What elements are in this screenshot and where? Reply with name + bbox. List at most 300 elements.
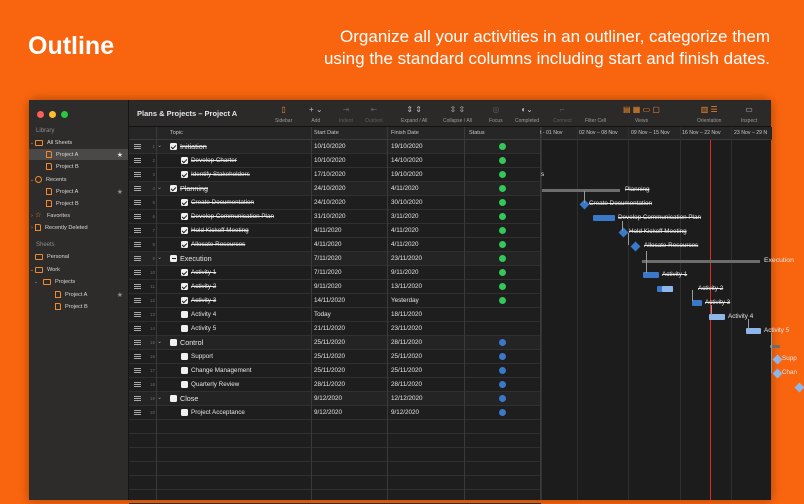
finish-date-cell[interactable]: 12/12/2020 xyxy=(391,395,423,402)
completion-checkbox[interactable] xyxy=(181,269,188,276)
collapse-icon: ⇳ ⇳ xyxy=(449,105,466,114)
finish-date-cell[interactable]: 23/11/2020 xyxy=(391,255,423,262)
row-number: 1 xyxy=(152,144,155,149)
plus-icon: + ⌄ xyxy=(309,105,323,114)
toolbar-label: Collapse / All xyxy=(443,118,472,124)
gantt-label: Develop Communication Plan xyxy=(618,214,701,221)
column-divider xyxy=(156,127,157,500)
start-date-cell[interactable]: 4/11/2020 xyxy=(314,227,342,234)
start-date-cell[interactable]: 14/11/2020 xyxy=(314,297,346,304)
outdent-icon: ⇤ xyxy=(370,105,378,114)
gantt-gridline xyxy=(628,127,629,500)
sidebar-item-label: Favorites xyxy=(47,212,71,219)
toolbar xyxy=(129,100,771,127)
sidebar xyxy=(29,100,129,500)
row-handle-icon[interactable] xyxy=(134,382,141,387)
sidebar-item-label: Work xyxy=(47,266,60,273)
folder-icon xyxy=(43,279,51,285)
toolbar-label: Expand / All xyxy=(401,118,428,124)
row-number: 17 xyxy=(149,368,155,373)
table-row[interactable] xyxy=(129,280,541,294)
inspector-icon: ▭ xyxy=(745,105,753,114)
orientation-icon: ▥ ☰ xyxy=(700,105,718,114)
inspect-button[interactable] xyxy=(741,105,757,124)
status-dot[interactable] xyxy=(499,409,506,416)
status-dot[interactable] xyxy=(499,143,506,150)
topic-cell[interactable]: Identify Stakeholders xyxy=(191,171,250,178)
toolbar-label: Indent xyxy=(339,118,353,124)
chevron-right-icon[interactable]: › xyxy=(31,224,33,231)
link-icon: ⌐ xyxy=(559,105,565,114)
stack-icon xyxy=(35,140,43,146)
gantt-label: Supp xyxy=(782,355,797,362)
row-number: 14 xyxy=(149,326,155,331)
gantt-milestone[interactable] xyxy=(619,228,629,238)
finish-date-cell[interactable]: 9/11/2020 xyxy=(391,269,419,276)
sidebar-item-work-project-b[interactable] xyxy=(29,301,128,312)
empty-row xyxy=(129,490,541,504)
completion-checkbox[interactable] xyxy=(181,157,188,164)
finish-date-cell[interactable]: 3/11/2020 xyxy=(391,213,419,220)
topic-cell[interactable]: Planning xyxy=(180,184,208,193)
status-dot[interactable] xyxy=(499,227,506,234)
row-number: 5 xyxy=(152,200,155,205)
gantt-label: Activity 3 xyxy=(705,299,731,306)
finish-date-cell[interactable]: 18/11/2020 xyxy=(391,311,423,318)
row-number: 2 xyxy=(152,158,155,163)
topic-cell[interactable]: Control xyxy=(180,338,204,347)
row-handle-icon[interactable] xyxy=(134,340,141,345)
gantt-milestone[interactable] xyxy=(631,242,641,252)
column-header-status[interactable]: Status xyxy=(469,130,485,136)
status-dot[interactable] xyxy=(499,381,506,388)
status-dot[interactable] xyxy=(499,353,506,360)
table-row[interactable] xyxy=(129,350,541,364)
start-date-cell[interactable]: 25/11/2020 xyxy=(314,339,346,346)
hero-title: Outline xyxy=(28,32,115,60)
finish-date-cell[interactable]: 25/11/2020 xyxy=(391,367,423,374)
topic-cell[interactable]: Support xyxy=(191,353,214,360)
start-date-cell[interactable]: Today xyxy=(314,311,331,318)
completion-checkbox[interactable] xyxy=(181,199,188,206)
gantt-summary-bar[interactable] xyxy=(642,260,760,263)
start-date-cell[interactable]: 31/10/2020 xyxy=(314,213,346,220)
completion-checkbox[interactable] xyxy=(181,409,188,416)
chevron-down-icon[interactable]: ⌄ xyxy=(157,395,163,401)
sidebar-item-work-project-a[interactable] xyxy=(29,289,128,300)
row-number: 18 xyxy=(149,382,155,387)
row-number: 15 xyxy=(149,340,155,345)
outline-table xyxy=(129,127,541,500)
expand-all-button[interactable] xyxy=(401,105,427,124)
table-row[interactable] xyxy=(129,322,541,336)
start-date-cell[interactable]: 24/10/2020 xyxy=(314,185,346,192)
finish-date-cell[interactable]: 19/10/2020 xyxy=(391,171,423,178)
toolbar-label: Inspect xyxy=(741,118,758,124)
row-handle-icon[interactable] xyxy=(134,228,141,233)
star-icon: ☆ xyxy=(35,212,42,219)
chevron-down-icon[interactable]: ⌄ xyxy=(33,278,39,285)
clock-icon xyxy=(35,176,42,183)
table-row[interactable] xyxy=(129,154,541,168)
gantt-bar[interactable] xyxy=(692,300,702,306)
document-icon xyxy=(55,303,61,310)
gantt-label: s xyxy=(541,171,545,178)
views-button[interactable] xyxy=(623,105,660,124)
folder-icon xyxy=(35,254,43,260)
table-row[interactable] xyxy=(129,140,541,154)
chevron-down-icon[interactable]: ⌄ xyxy=(157,339,163,345)
column-header-start[interactable]: Start Date xyxy=(314,130,339,136)
start-date-cell[interactable]: 9/11/2020 xyxy=(314,283,342,290)
completed-toggle[interactable] xyxy=(515,105,539,124)
start-date-cell[interactable]: 25/11/2020 xyxy=(314,367,346,374)
completion-checkbox[interactable] xyxy=(170,395,177,402)
row-number: 3 xyxy=(152,172,155,177)
sidebar-item-favorites[interactable] xyxy=(29,210,128,221)
row-handle-icon[interactable] xyxy=(134,354,141,359)
filter-icon xyxy=(594,105,596,115)
toolbar-label: Connect xyxy=(553,118,572,124)
completion-checkbox[interactable] xyxy=(181,227,188,234)
gantt-gridline xyxy=(577,127,578,500)
finish-date-cell[interactable]: 4/11/2020 xyxy=(391,185,419,192)
topic-cell[interactable]: Activity 2 xyxy=(191,283,217,290)
gantt-chart xyxy=(540,127,798,500)
completion-checkbox[interactable] xyxy=(170,255,177,262)
row-handle-icon[interactable] xyxy=(134,396,141,401)
status-dot[interactable] xyxy=(499,255,506,262)
gantt-bar[interactable] xyxy=(593,215,615,221)
gantt-milestone[interactable] xyxy=(773,355,783,365)
row-number: 6 xyxy=(152,214,155,219)
completion-checkbox[interactable] xyxy=(181,311,188,318)
start-date-cell[interactable]: 25/11/2020 xyxy=(314,353,346,360)
sidebar-item-personal[interactable] xyxy=(29,251,128,262)
sidebar-item-label: Project A xyxy=(65,291,88,298)
gantt-week-label: 23 Nov – 29 N xyxy=(734,130,768,136)
table-row[interactable] xyxy=(129,406,541,420)
start-date-cell[interactable]: 7/11/2020 xyxy=(314,269,342,276)
connect-button[interactable] xyxy=(553,105,572,124)
sidebar-item-label: Recents xyxy=(46,176,67,183)
minimize-window-button[interactable] xyxy=(49,111,56,118)
trash-icon xyxy=(35,224,41,231)
row-number: 10 xyxy=(149,270,155,275)
start-date-cell[interactable]: 10/10/2020 xyxy=(314,143,346,150)
star-icon[interactable]: ★ xyxy=(116,188,123,196)
toolbar-label: Outdent xyxy=(365,118,383,124)
start-date-cell[interactable]: 9/12/2020 xyxy=(314,395,343,402)
finish-date-cell[interactable]: 9/12/2020 xyxy=(391,409,420,416)
sidebar-item-label: Project B xyxy=(56,200,79,207)
toolbar-label: Orientation xyxy=(697,118,722,124)
table-row[interactable] xyxy=(129,210,541,224)
row-number: 11 xyxy=(150,284,155,289)
sidebar-item-recently-deleted[interactable] xyxy=(29,222,128,233)
folder-icon xyxy=(35,267,43,273)
row-number: 19 xyxy=(149,396,155,401)
toggle-icon: ◐⌄ xyxy=(521,105,533,114)
indent-button[interactable] xyxy=(339,105,353,124)
column-header-topic[interactable]: Topic xyxy=(170,130,183,136)
toolbar-label: Focus xyxy=(489,118,503,124)
row-handle-icon[interactable] xyxy=(134,284,141,289)
outdent-button[interactable] xyxy=(365,105,383,124)
row-number: 8 xyxy=(152,242,155,247)
completion-checkbox[interactable] xyxy=(181,381,188,388)
close-window-button[interactable] xyxy=(37,111,44,118)
focus-icon: ◎ xyxy=(492,105,500,114)
topic-cell[interactable]: Develop Charter xyxy=(191,157,237,164)
status-dot[interactable] xyxy=(499,339,506,346)
toolbar-label: Completed xyxy=(515,118,540,124)
gantt-label: Activity 1 xyxy=(662,271,688,278)
gantt-label: Chan xyxy=(782,369,798,376)
topic-cell[interactable]: Quarterly Review xyxy=(191,381,240,388)
status-dot[interactable] xyxy=(499,199,506,206)
finish-date-cell[interactable]: 14/10/2020 xyxy=(391,157,423,164)
indent-icon: ⇥ xyxy=(342,105,350,114)
hero-caption: Organize all your activities in an outliner, categorize them using the standard columns including start and finish dates. xyxy=(323,27,770,68)
dependency-link xyxy=(771,333,772,373)
gantt-week-label: 16 Nov – 22 Nov xyxy=(682,130,721,136)
gantt-week-label: t - 01 Nov xyxy=(540,130,563,136)
gantt-gridline xyxy=(680,127,681,500)
gantt-week-label: 02 Nov – 08 Nov xyxy=(579,130,618,136)
table-row[interactable] xyxy=(129,224,541,238)
topic-cell[interactable]: Initiation xyxy=(180,142,207,151)
table-row[interactable] xyxy=(129,182,541,196)
finish-date-cell[interactable]: 19/10/2020 xyxy=(391,143,423,150)
table-row[interactable] xyxy=(129,266,541,280)
finish-date-cell[interactable]: 13/11/2020 xyxy=(391,283,423,290)
row-handle-icon[interactable] xyxy=(134,326,141,331)
row-number: 7 xyxy=(152,228,155,233)
row-handle-icon[interactable] xyxy=(134,298,141,303)
document-icon xyxy=(46,163,52,170)
finish-date-cell[interactable]: 25/11/2020 xyxy=(391,353,423,360)
toolbar-label: Filter Cell xyxy=(585,118,607,124)
sidebar-item-label: Personal xyxy=(47,253,70,260)
sidebar-item-label: Project B xyxy=(56,163,79,170)
document-icon xyxy=(46,151,52,158)
sidebar-item-projects[interactable] xyxy=(29,276,128,287)
topic-cell[interactable]: Activity 3 xyxy=(191,297,217,304)
status-dot[interactable] xyxy=(499,283,506,290)
chevron-down-icon[interactable]: ⌄ xyxy=(29,176,35,183)
table-row[interactable] xyxy=(129,196,541,210)
chevron-down-icon[interactable]: ⌄ xyxy=(157,143,163,149)
gantt-summary-bar[interactable] xyxy=(542,189,620,192)
today-marker xyxy=(710,140,711,500)
status-dot[interactable] xyxy=(499,185,506,192)
chevron-down-icon[interactable]: ⌄ xyxy=(29,139,35,146)
table-row[interactable] xyxy=(129,392,541,406)
table-row[interactable] xyxy=(129,364,541,378)
gantt-label: Planning xyxy=(625,186,650,193)
status-dot[interactable] xyxy=(499,171,506,178)
completion-checkbox[interactable] xyxy=(181,171,188,178)
topic-cell[interactable]: Allocate Resources xyxy=(191,241,246,248)
status-dot[interactable] xyxy=(499,367,506,374)
sidebar-item-label: Projects xyxy=(55,278,76,285)
sidebar-item-recent-project-b[interactable] xyxy=(29,198,128,209)
start-date-cell[interactable]: 21/11/2020 xyxy=(314,325,346,332)
table-row[interactable] xyxy=(129,378,541,392)
document-icon xyxy=(46,200,52,207)
table-row[interactable] xyxy=(129,294,541,308)
table-row[interactable] xyxy=(129,238,541,252)
topic-cell[interactable]: Activity 5 xyxy=(191,325,217,332)
finish-date-cell[interactable]: 28/11/2020 xyxy=(391,381,423,388)
library-section-label: Library xyxy=(36,128,55,134)
topic-cell[interactable]: Create Documentation xyxy=(191,199,255,206)
completion-checkbox[interactable] xyxy=(170,185,177,192)
completion-checkbox[interactable] xyxy=(170,143,177,150)
row-number: 16 xyxy=(149,354,155,359)
topic-cell[interactable]: Activity 1 xyxy=(191,269,217,276)
sidebar-item-project-b[interactable] xyxy=(29,161,128,172)
topic-cell[interactable]: Develop Communication Plan xyxy=(191,213,274,220)
zoom-window-button[interactable] xyxy=(61,111,68,118)
gantt-label: Create Documentation xyxy=(589,200,653,207)
table-row[interactable] xyxy=(129,252,541,266)
finish-date-cell[interactable]: 30/10/2020 xyxy=(391,199,423,206)
completion-checkbox[interactable] xyxy=(181,297,188,304)
toolbar-label: Sidebar xyxy=(275,118,293,124)
row-handle-icon[interactable] xyxy=(134,144,141,149)
focus-button[interactable] xyxy=(489,105,503,124)
filter-cell-button[interactable] xyxy=(585,105,606,124)
row-number: 9 xyxy=(152,256,155,261)
document-icon xyxy=(46,188,52,195)
table-row[interactable] xyxy=(129,336,541,350)
sidebar-item-project-a[interactable] xyxy=(29,149,128,160)
sidebar-item-work[interactable] xyxy=(29,264,128,275)
status-dot[interactable] xyxy=(499,241,506,248)
column-header-finish[interactable]: Finish Date xyxy=(391,130,419,136)
row-handle-icon[interactable] xyxy=(134,256,141,261)
star-icon[interactable]: ★ xyxy=(116,291,123,299)
table-row[interactable] xyxy=(129,168,541,182)
dependency-link xyxy=(748,319,749,329)
dependency-link xyxy=(628,233,629,245)
chevron-down-icon[interactable]: ⌄ xyxy=(29,266,35,273)
status-dot[interactable] xyxy=(499,297,506,304)
empty-row xyxy=(129,462,541,476)
row-handle-icon[interactable] xyxy=(134,242,141,247)
row-handle-icon[interactable] xyxy=(134,158,141,163)
topic-cell[interactable]: Project Acceptance xyxy=(191,409,245,416)
start-date-cell[interactable]: 4/11/2020 xyxy=(314,241,342,248)
completion-checkbox[interactable] xyxy=(181,367,188,374)
start-date-cell[interactable]: 28/11/2020 xyxy=(314,381,346,388)
window-controls xyxy=(37,111,68,118)
row-number: 20 xyxy=(149,410,155,415)
empty-row xyxy=(129,420,541,434)
orientation-button[interactable] xyxy=(697,105,721,124)
status-dot[interactable] xyxy=(499,269,506,276)
row-handle-icon[interactable] xyxy=(134,312,141,317)
views-icon: ▤ ▦ ▭ ▢ xyxy=(623,105,660,114)
sidebar-item-recents[interactable] xyxy=(29,174,128,185)
topic-cell[interactable]: Hold Kickoff Meeting xyxy=(191,227,249,234)
status-dot[interactable] xyxy=(499,395,506,402)
start-date-cell[interactable]: 10/10/2020 xyxy=(314,157,346,164)
gantt-week-label: 09 Nov – 15 Nov xyxy=(631,130,670,136)
start-date-cell[interactable]: 7/11/2020 xyxy=(314,255,342,262)
chevron-right-icon[interactable]: › xyxy=(31,212,33,219)
collapse-all-button[interactable] xyxy=(443,105,472,124)
status-dot[interactable] xyxy=(499,157,506,164)
row-handle-icon[interactable] xyxy=(134,214,141,219)
row-handle-icon[interactable] xyxy=(134,200,141,205)
add-button[interactable] xyxy=(309,105,323,124)
star-icon[interactable]: ★ xyxy=(116,151,123,159)
start-date-cell[interactable]: 9/12/2020 xyxy=(314,409,343,416)
sidebar-button[interactable] xyxy=(275,105,292,124)
completion-checkbox[interactable] xyxy=(181,241,188,248)
sidebar-item-recent-project-a[interactable] xyxy=(29,186,128,197)
topic-cell[interactable]: Change Management xyxy=(191,367,252,374)
row-handle-icon[interactable] xyxy=(134,270,141,275)
finish-date-cell[interactable]: Yesterday xyxy=(391,297,419,304)
dependency-link xyxy=(692,290,693,301)
dependency-link xyxy=(646,251,647,273)
sidebar-item-label: All Sheets xyxy=(47,139,73,146)
sidebar-item-label: Project A xyxy=(56,188,79,195)
completion-checkbox[interactable] xyxy=(181,325,188,332)
dependency-link xyxy=(622,221,623,231)
sidebar-icon: ▯ xyxy=(281,105,286,114)
gantt-label: Activity 2 xyxy=(698,285,724,292)
finish-date-cell[interactable]: 4/11/2020 xyxy=(391,241,419,248)
empty-row xyxy=(129,476,541,490)
completion-checkbox[interactable] xyxy=(181,283,188,290)
finish-date-cell[interactable]: 23/11/2020 xyxy=(391,325,423,332)
gantt-milestone[interactable] xyxy=(795,383,804,393)
chevron-down-icon[interactable]: ⌄ xyxy=(157,255,163,261)
finish-date-cell[interactable]: 28/11/2020 xyxy=(391,339,423,346)
row-handle-icon[interactable] xyxy=(134,172,141,177)
row-handle-icon[interactable] xyxy=(134,410,141,415)
start-date-cell[interactable]: 24/10/2020 xyxy=(314,199,346,206)
gantt-label: Allocate Resources xyxy=(644,242,699,249)
status-dot[interactable] xyxy=(499,213,506,220)
completion-checkbox[interactable] xyxy=(181,353,188,360)
table-row[interactable] xyxy=(129,308,541,322)
finish-date-cell[interactable]: 4/11/2020 xyxy=(391,227,419,234)
topic-cell[interactable]: Close xyxy=(180,394,199,403)
empty-row xyxy=(129,448,541,462)
dependency-link xyxy=(711,305,712,315)
start-date-cell[interactable]: 17/10/2020 xyxy=(314,171,346,178)
gantt-label: Hold Kickoff Meeting xyxy=(629,228,687,235)
row-handle-icon[interactable] xyxy=(134,368,141,373)
topic-cell[interactable]: Activity 4 xyxy=(191,311,217,318)
expand-icon: ⇕ ⇕ xyxy=(406,105,423,114)
chevron-down-icon[interactable]: ⌄ xyxy=(157,185,163,191)
completion-checkbox[interactable] xyxy=(181,213,188,220)
gantt-milestone[interactable] xyxy=(773,369,783,379)
row-number: 4 xyxy=(152,186,155,191)
topic-cell[interactable]: Execution xyxy=(180,254,212,263)
sidebar-item-all-sheets[interactable] xyxy=(29,137,128,148)
completion-checkbox[interactable] xyxy=(170,339,177,346)
row-handle-icon[interactable] xyxy=(134,186,141,191)
app-window xyxy=(29,100,798,500)
